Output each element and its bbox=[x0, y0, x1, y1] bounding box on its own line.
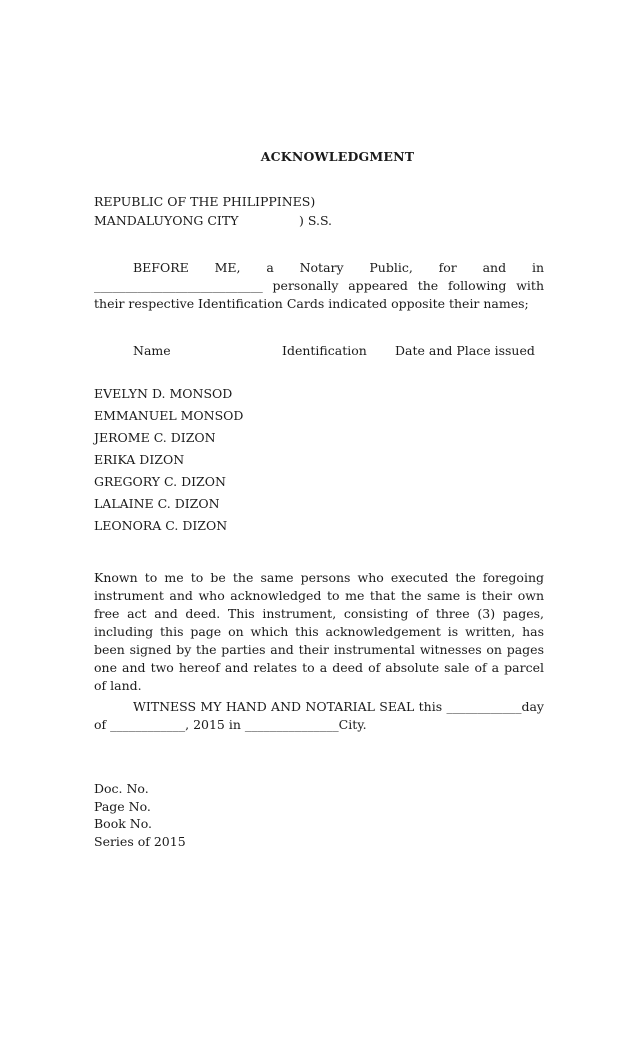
venue-republic-text: REPUBLIC OF THE PHILIPPINES) bbox=[94, 194, 316, 209]
venue-line-republic bbox=[94, 193, 315, 212]
list-item: EVELYN D. MONSOD bbox=[94, 386, 233, 401]
header-date-place: Date and Place issued bbox=[395, 343, 535, 358]
page-no: Page No. bbox=[94, 798, 151, 814]
appearance-paragraph bbox=[94, 259, 544, 313]
appearance-paragraph-text: BEFORE ME, a Notary Public, for and in ___________________________ personally appeared the following with their respective Identification Cards indicated opposite their names; bbox=[94, 260, 544, 311]
book-no: Book No. bbox=[94, 816, 153, 831]
doc-info-block bbox=[94, 780, 186, 850]
document-title: ACKNOWLEDGMENT bbox=[260, 149, 415, 164]
header-identification: Identification bbox=[282, 343, 367, 358]
witness-paragraph bbox=[94, 698, 544, 734]
acknowledgment-paragraph: Known to me to be the same persons who executed the foregoing instrument and who acknowledged to me that the same is their own free act and deed. This instrument, consisting of three (3) pages, including this page on which this acknowledgement is written, has been signed by the parties and their instrumental witnesses on pages one and two hereof and relates to a deed of absolute sale of a parcel of land. bbox=[94, 570, 544, 693]
list-item: GREGORY C. DIZON bbox=[94, 474, 226, 489]
venue-line-city bbox=[94, 212, 333, 231]
names-list bbox=[94, 385, 243, 539]
list-item: ERIKA DIZON bbox=[94, 452, 185, 467]
list-item: LALAINE C. DIZON bbox=[94, 496, 220, 511]
series: Series of 2015 bbox=[94, 833, 186, 849]
list-item: LEONORA C. DIZON bbox=[94, 518, 228, 533]
doc-no: Doc. No. bbox=[94, 781, 149, 796]
header-name: Name bbox=[133, 343, 171, 358]
venue-block bbox=[94, 193, 333, 231]
list-item: JEROME C. DIZON bbox=[94, 430, 216, 445]
venue-ss-text: ) S.S. bbox=[299, 213, 333, 228]
list-item: EMMANUEL MONSOD bbox=[94, 408, 244, 423]
identification-table-header bbox=[0, 342, 638, 362]
witness-paragraph-text: WITNESS MY HAND AND NOTARIAL SEAL this ____________day of ____________, 2015 in _______________City. bbox=[94, 699, 544, 732]
venue-city-text: MANDALUYONG CITY bbox=[94, 213, 239, 228]
